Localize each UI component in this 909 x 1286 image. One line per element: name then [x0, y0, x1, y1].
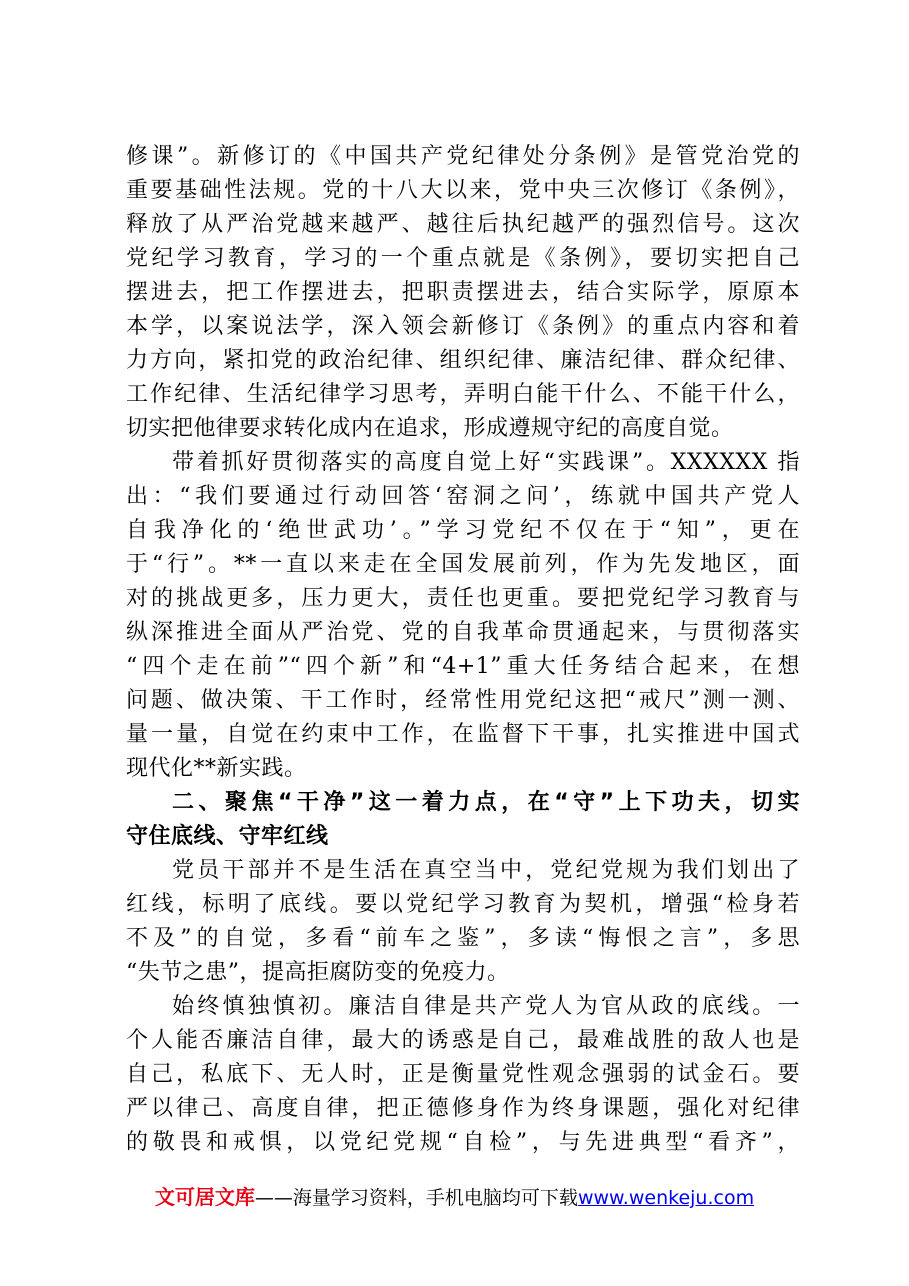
- text-line: 摆进去，把工作摆进去，把职责摆进去，结合实际学，原原本: [126, 280, 800, 305]
- text-line: “失节之患”，提高拒腐防变的免疫力。: [126, 960, 510, 985]
- text-line: “四个走在前”“四个新”和“4+1”重大任务结合起来，在想: [126, 654, 800, 679]
- text-line: 修课”。新修订的《中国共产党纪律处分条例》是管党治党的: [126, 144, 800, 169]
- text-line: 对的挑战更多，压力更大，责任也更重。要把党纪学习教育与: [126, 586, 800, 611]
- website-link[interactable]: www.wenkeju.com: [577, 1187, 755, 1209]
- text-line: 出：“我们要通过行动回答‘窑洞之问’，练就中国共产党人: [126, 484, 800, 509]
- text-line: 工作纪律、生活纪律学习思考，弄明白能干什么、不能干什么，: [126, 382, 800, 407]
- text-line: 量一量，自觉在约束中工作，在监督下干事，扎实推进中国式: [126, 722, 800, 747]
- footer-banner: [0, 1183, 909, 1212]
- text-line: 不及”的自觉，多看“前车之鉴”，多读“悔恨之言”，多思: [126, 926, 800, 951]
- text-line: 力方向，紧扣党的政治纪律、组织纪律、廉洁纪律、群众纪律、: [126, 348, 800, 373]
- text-line: 纵深推进全面从严治党、党的自我革命贯通起来，与贯彻落实: [126, 620, 800, 645]
- text-line: 自我净化的‘绝世武功’。”学习党纪不仅在于“知”，更在: [126, 518, 800, 543]
- text-line: 现代化**新实践。: [126, 756, 307, 781]
- text-line: 本学，以案说法学，深入领会新修订《条例》的重点内容和着: [126, 314, 800, 339]
- text-line: 的敬畏和戒惧，以党纪党规“自检”，与先进典型“看齐”，: [126, 1130, 800, 1155]
- text-line: 自己，私底下、无人时，正是衡量党性观念强弱的试金石。要: [126, 1062, 800, 1087]
- text-line: 个人能否廉洁自律，最大的诱惑是自己，最难战胜的敌人也是: [126, 1028, 800, 1053]
- section-heading: 二、聚焦“干净”这一着力点，在“守”上下功夫，切实: [172, 790, 800, 815]
- text-line: 红线，标明了底线。要以党纪学习教育为契机，增强“检身若: [126, 892, 800, 917]
- paragraph-first-line: 党员干部并不是生活在真空当中，党纪党规为我们划出了: [172, 858, 800, 883]
- text-line: 于“行”。**一直以来走在全国发展前列，作为先发地区，面: [126, 552, 800, 577]
- text-line: 重要基础性法规。党的十八大以来，党中央三次修订《条例》，: [126, 178, 800, 203]
- footer-slogan: ——海量学习资料，手机电脑均可下载: [254, 1187, 578, 1209]
- paragraph-first-line: 始终慎独慎初。廉洁自律是共产党人为官从政的底线。一: [172, 994, 800, 1019]
- text-line: 党纪学习教育，学习的一个重点就是《条例》，要切实把自己: [126, 246, 800, 271]
- paragraph-first-line: 带着抓好贯彻落实的高度自觉上好“实践课”。XXXXXX 指: [172, 450, 800, 475]
- text-line: 切实把他律要求转化成内在追求，形成遵规守纪的高度自觉。: [126, 416, 734, 441]
- text-line: 释放了从严治党越来越严、越往后执纪越严的强烈信号。这次: [126, 212, 800, 237]
- brand-name: 文可居文库: [154, 1185, 255, 1209]
- section-heading: 守住底线、守牢红线: [126, 824, 329, 849]
- text-line: 问题、做决策、干工作时，经常性用党纪这把“戒尺”测一测、: [126, 688, 800, 713]
- text-line: 严以律己、高度自律，把正德修身作为终身课题，强化对纪律: [126, 1096, 800, 1121]
